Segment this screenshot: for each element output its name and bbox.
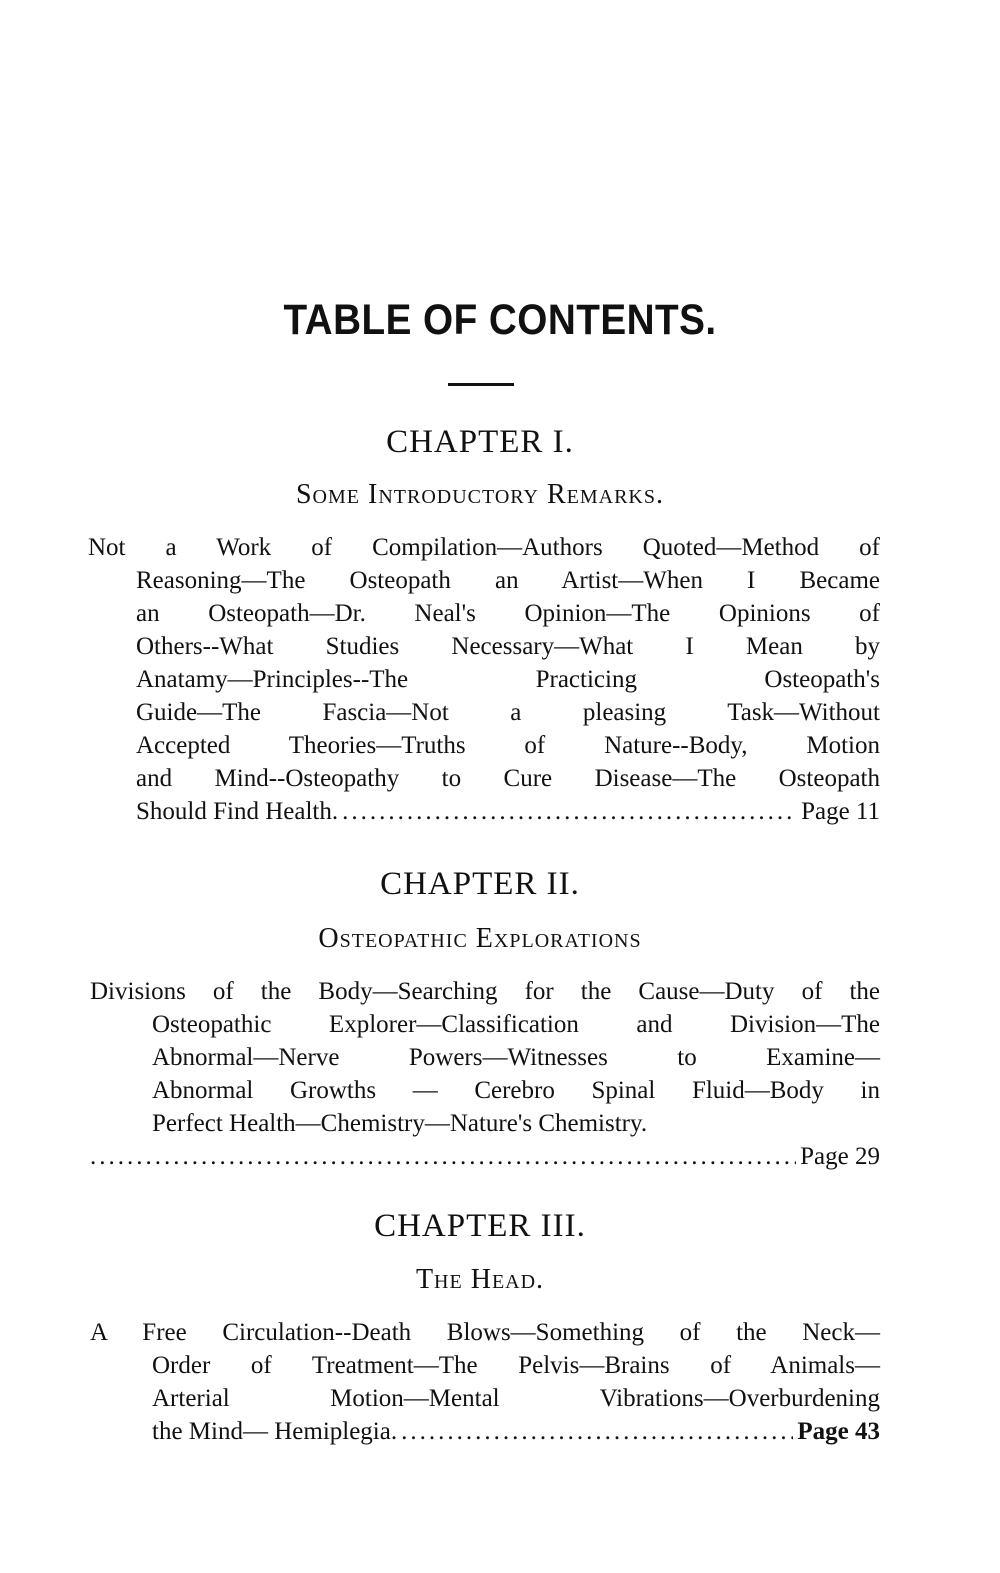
dot-leader [90, 1140, 796, 1173]
chapter-3-page-number: Page 43 [797, 1418, 880, 1445]
chapter-3-page-line [152, 1415, 880, 1448]
chapter-1-heading: CHAPTER I. [386, 424, 574, 460]
chapter-1-page-line [136, 795, 880, 828]
chapter-1-line-7: Accepted Theories—Truths of Nature--Body, Motion [136, 732, 880, 759]
chapter-2-line-4: Abnormal Growths — Cerebro Spinal Fluid—Body in [152, 1077, 880, 1104]
chapter-2-line-1: Divisions of the Body—Searching for the Cause—Duty of the [90, 978, 880, 1005]
chapter-1-line-8: and Mind--Osteopathy to Cure Disease—The Osteopath [136, 765, 880, 792]
chapter-2-line-3: Abnormal—Nerve Powers—Witnesses to Examine— [152, 1044, 880, 1071]
chapter-3-line-2: Order of Treatment—The Pelvis—Brains of Animals— [152, 1352, 880, 1379]
chapter-1-line-5: Anatamy—Principles--The Practicing Osteopath's [136, 666, 880, 693]
chapter-1-line-1: Not a Work of Compilation—Authors Quoted—Method of [88, 534, 880, 561]
chapter-3-line-1: A Free Circulation--Death Blows—Something of the Neck— [90, 1319, 880, 1346]
dot-leader [401, 1415, 793, 1448]
chapter-3-heading: CHAPTER III. [374, 1208, 586, 1244]
title-divider [448, 383, 514, 386]
chapter-2-page-number: Page 29 [800, 1143, 880, 1170]
chapter-2-page-line [90, 1140, 880, 1173]
chapter-2-line-2: Osteopathic Explorer—Classification and Division—The [152, 1011, 880, 1038]
chapter-1-line-4: Others--What Studies Necessary—What I Mean by [136, 633, 880, 660]
chapter-2-subtitle: Osteopathic Explorations [318, 923, 642, 954]
chapter-1-subtitle: Some Introductory Remarks. [295, 479, 664, 510]
chapter-1-page-number: Page 11 [801, 798, 880, 825]
chapter-1-line-6: Guide—The Fascia—Not a pleasing Task—Without [136, 699, 880, 726]
chapter-2-entry [90, 975, 880, 1173]
chapter-1-entry [88, 531, 880, 828]
chapter-1-last-line: Should Find Health. [136, 798, 339, 825]
chapter-3-subtitle: The Head. [415, 1264, 545, 1295]
chapter-1-line-2: Reasoning—The Osteopath an Artist—When I Became [136, 567, 880, 594]
page-title: TABLE OF CONTENTS. [283, 296, 717, 344]
chapter-3-line-3: Arterial Motion—Mental Vibrations—Overburdening [152, 1385, 880, 1412]
chapter-1-line-3: an Osteopath—Dr. Neal's Opinion—The Opinions of [136, 600, 880, 627]
chapter-3-last-line: the Mind— Hemiplegia. [152, 1418, 398, 1445]
chapter-2-heading: CHAPTER II. [380, 866, 580, 902]
dot-leader [342, 795, 797, 828]
chapter-3-entry [90, 1316, 880, 1448]
chapter-2-line-5: Perfect Health—Chemistry—Nature's Chemistry. [152, 1110, 648, 1137]
